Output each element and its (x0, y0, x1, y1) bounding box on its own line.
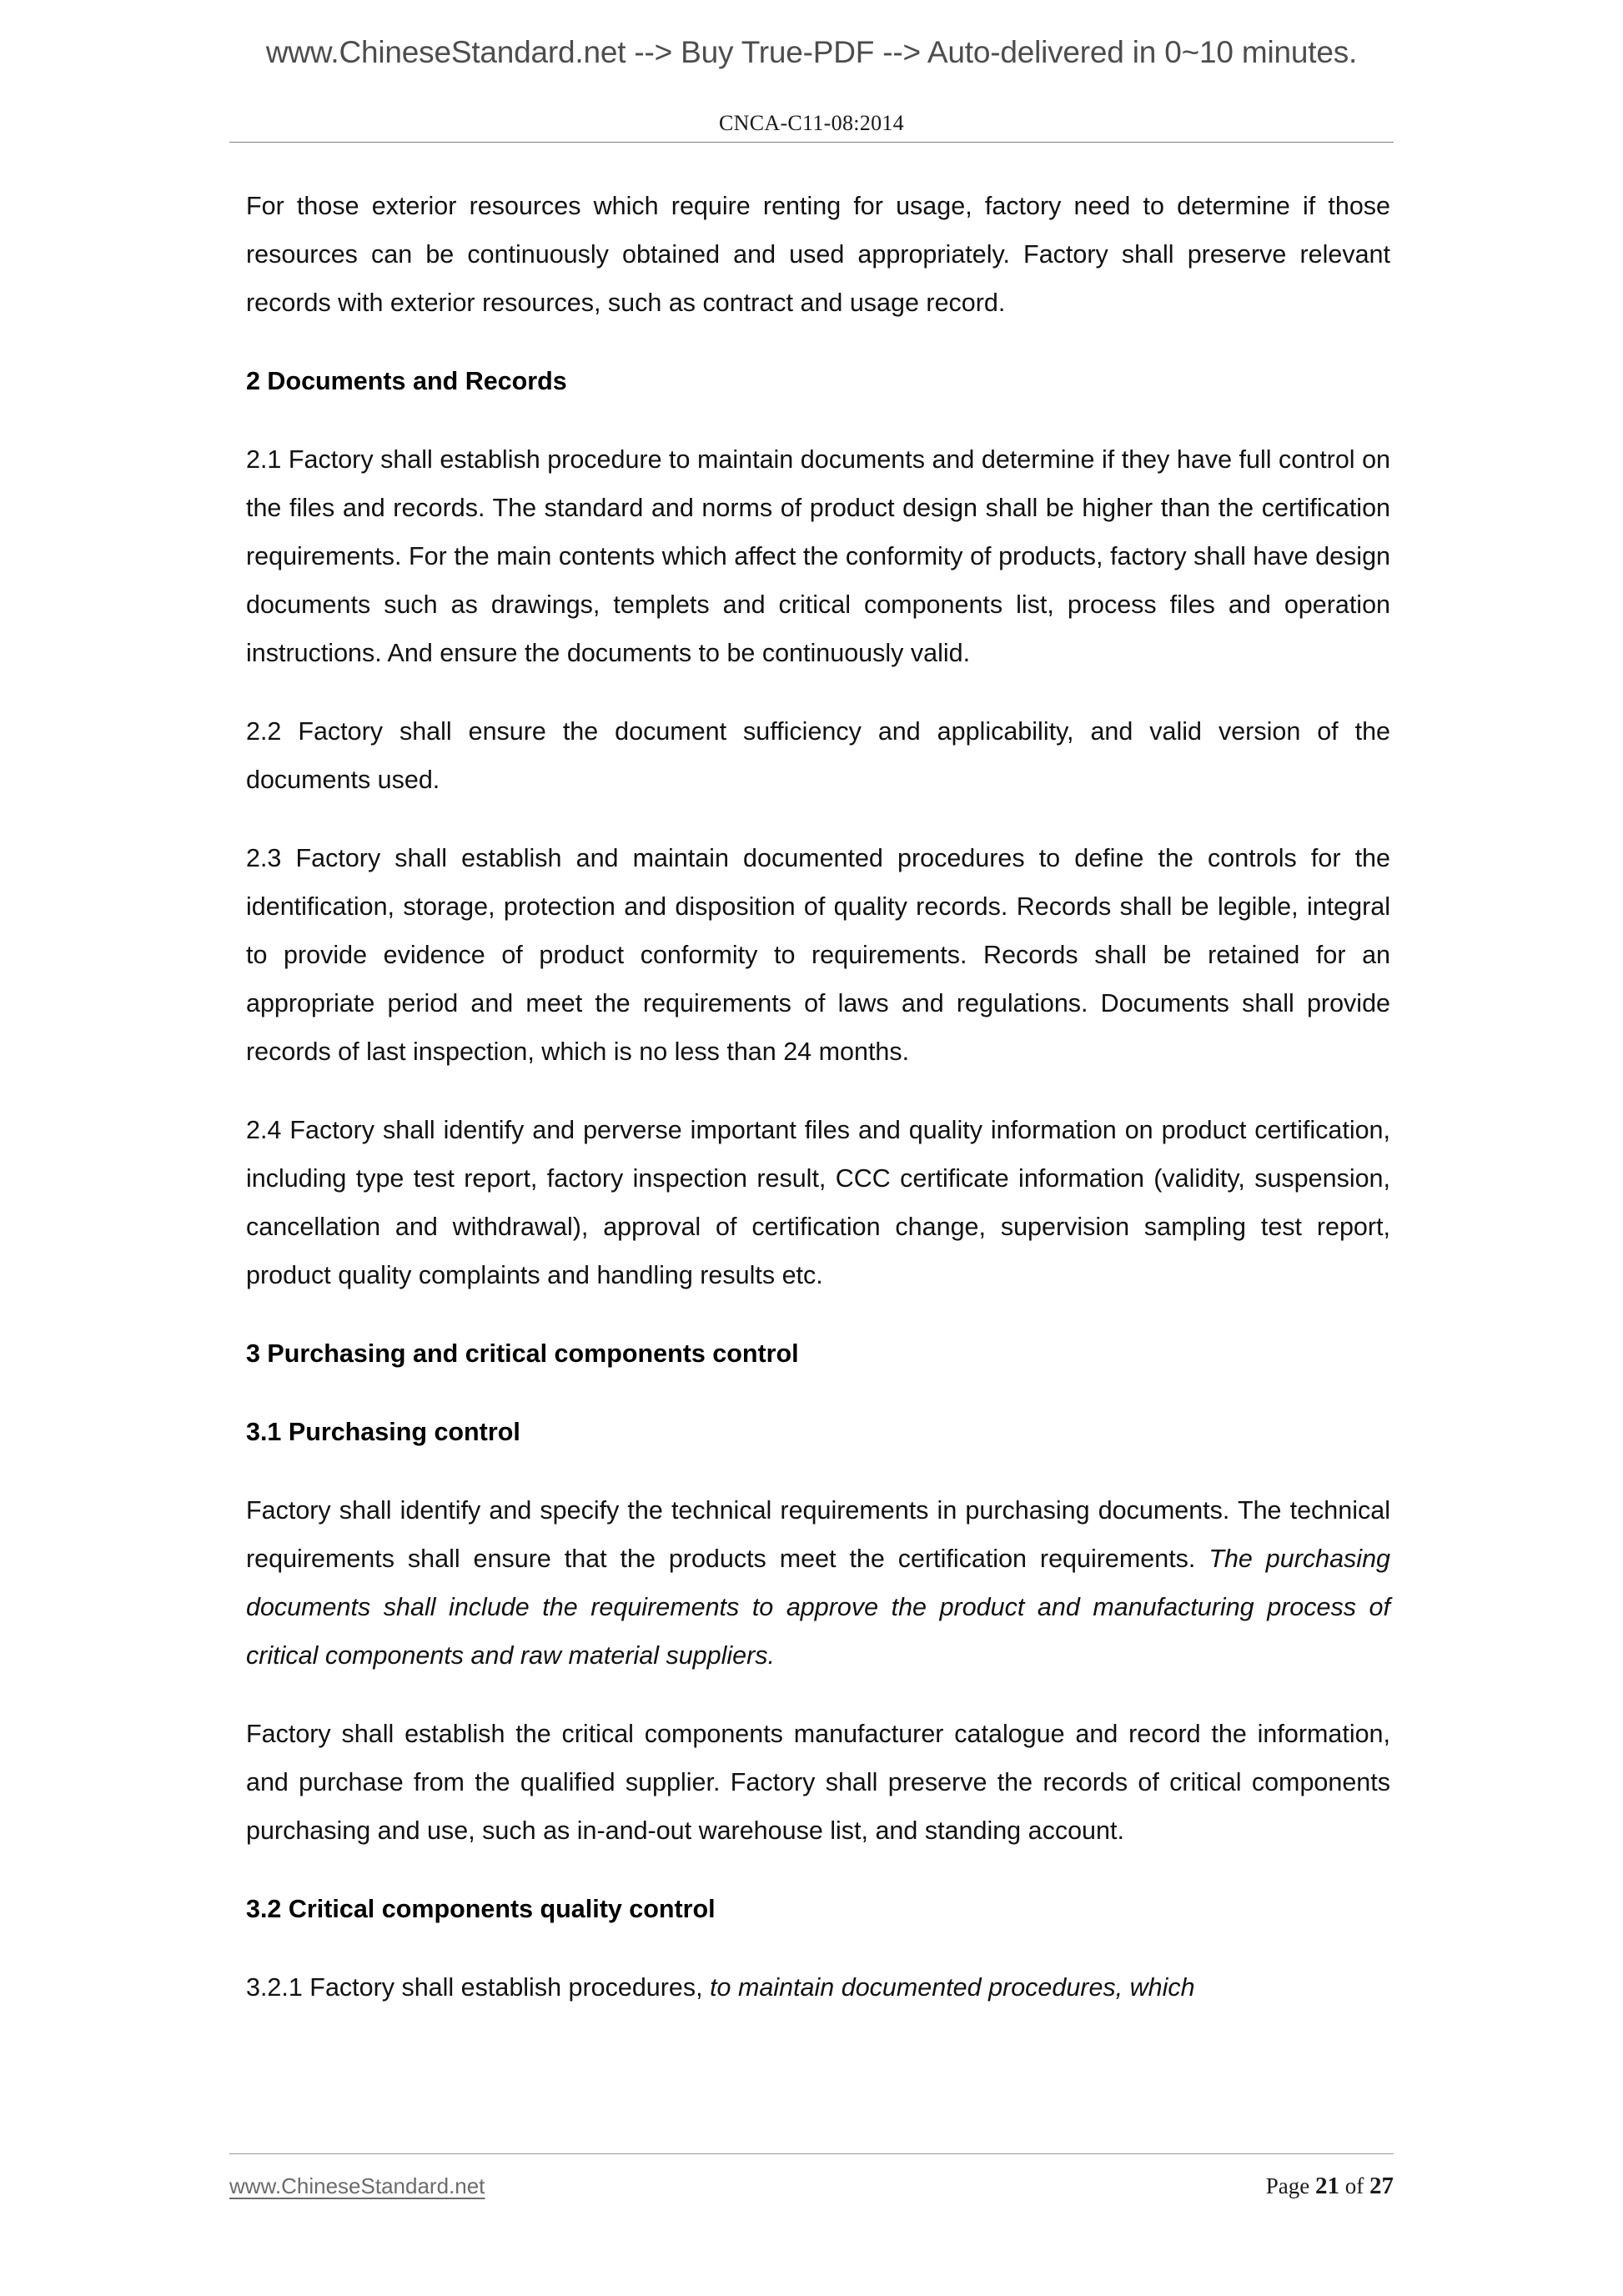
paragraph-3-1-a-plain-text: Factory shall identify and specify the technical requirements in purchasing documents. The technical requirements shall ensure that the products meet the certification requirements. (246, 1496, 1390, 1573)
paragraph-3-1-a-italic-text: The purchasing documents shall include the requirements to approve the product and manufacturing process of critical components and raw material suppliers. (246, 1545, 1390, 1670)
page-label: Page (1265, 2173, 1310, 2198)
paragraph-3-2-1-italic-text: to maintain documented procedures, which (710, 1973, 1195, 2002)
paragraph-2-1: 2.1 Factory shall establish procedure to maintain documents and determine if they have full control on the files and records. The standard and norms of product design shall be higher than the certification requirements. For the main contents which affect the conformity of products, factory shall have design documents such as drawings, templets and critical components list, process files and operation instructions. And ensure the documents to be continuously valid. (246, 445, 1390, 667)
document-running-head (229, 110, 1394, 143)
heading-2-documents-and-records: 2 Documents and Records (246, 367, 567, 395)
document-footer (229, 2153, 1394, 2199)
paragraph-2-3: 2.3 Factory shall establish and maintain documented procedures to define the controls for the identification, storage, protection and disposition of quality records. Records shall be legible, integral to provide evidence of product conformity to requirements. Records shall be retained for an appropriate period and meet the requirements of laws and regulations. Documents shall provide records of last inspection, which is no less than 24 months. (246, 844, 1390, 1066)
page-total: 27 (1369, 2173, 1394, 2199)
promo-banner: www.ChineseStandard.net --> Buy True-PDF --> Auto-delivered in 0~10 minutes. (265, 35, 1358, 69)
heading-3-purchasing-and-critical-components-control: 3 Purchasing and critical components control (246, 1339, 799, 1368)
paragraph-3-2-1-plain-text: 3.2.1 Factory shall establish procedures, (246, 1973, 711, 2002)
heading-3-2-critical-components-quality-control: 3.2 Critical components quality control (246, 1895, 716, 1923)
paragraph-3-2-1 (246, 1963, 1390, 2012)
paragraph-2-4: 2.4 Factory shall identify and perverse important files and quality information on product certification, including type test report, factory inspection result, CCC certificate information (validity, suspension, cancellation and withdrawal), approval of certification change, supervision sampling test report, product quality complaints and handling results etc. (246, 1116, 1390, 1289)
page-of-label: of (1344, 2173, 1364, 2198)
document-body (246, 182, 1390, 2042)
header-rule (229, 142, 1394, 143)
footer-site-link[interactable]: www.ChineseStandard.net (229, 2173, 485, 2198)
page-number: 21 (1315, 2173, 1339, 2199)
heading-3-1-purchasing-control: 3.1 Purchasing control (246, 1418, 520, 1446)
paragraph-intro: For those exterior resources which require renting for usage, factory need to determine if those resources can be continuously obtained and used appropriately. Factory shall preserve relevant records with exterior resources, such as contract and usage record. (246, 192, 1390, 317)
footer-row (229, 2173, 1394, 2199)
paragraph-3-1-a (246, 1486, 1390, 1680)
paragraph-3-1-b: Factory shall establish the critical components manufacturer catalogue and record the information, and purchase from the qualified supplier. Factory shall preserve the records of critical components purchasing and use, such as in-and-out warehouse list, and standing account. (246, 1720, 1390, 1845)
paragraph-2-2: 2.2 Factory shall ensure the document sufficiency and applicability, and valid version of the documents used. (246, 717, 1390, 794)
page-indicator (1266, 2173, 1394, 2199)
footer-rule (229, 2153, 1394, 2154)
standard-id: CNCA-C11-08:2014 (719, 111, 904, 135)
